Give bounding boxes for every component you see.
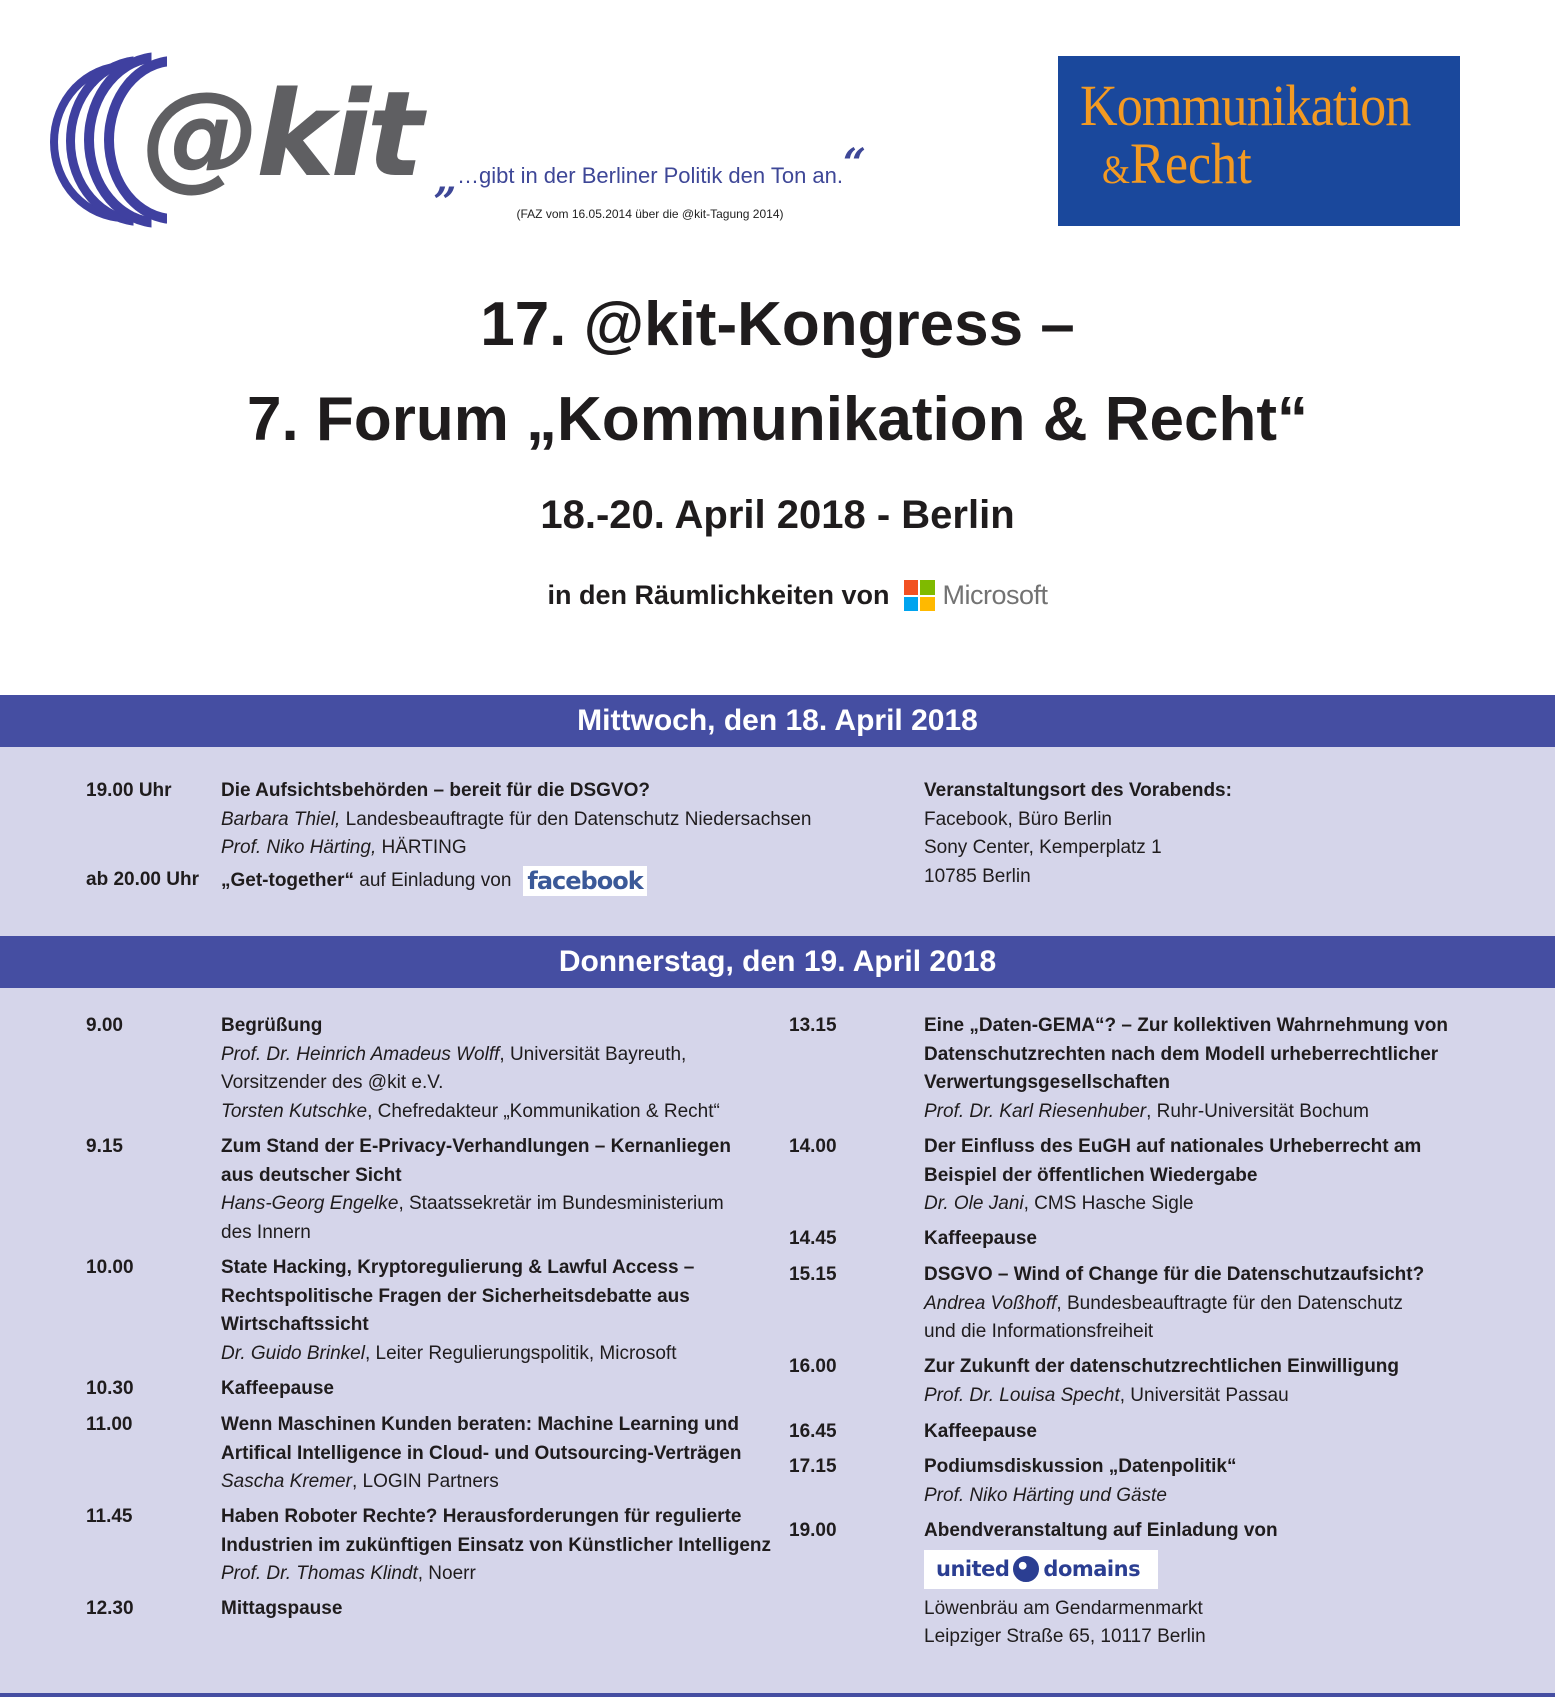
speaker-name: Prof. Niko Härting, [221, 837, 377, 858]
speaker-line [924, 1482, 1544, 1511]
speaker-role: HÄRTING [376, 837, 467, 858]
speaker-role: , Universität Bayreuth, [499, 1043, 687, 1065]
speaker-line [924, 1098, 1544, 1127]
speaker-line [221, 1560, 861, 1589]
schedule-content [221, 1375, 841, 1404]
schedule-time: 11.00 [86, 1414, 133, 1435]
speaker-role: , Chefredakteur „Kommunikation & Recht“ [367, 1100, 720, 1122]
schedule-content [221, 1012, 841, 1126]
kr-logo-word: Recht [1130, 131, 1252, 196]
event-date: 18.-20. April 2018 - Berlin [540, 493, 1015, 537]
session-title: Die Aufsichtsbehörden – bereit für die DSGVO? [221, 780, 650, 801]
schedule-content [221, 777, 841, 863]
session-title: Zum Stand der E-Privacy-Verhandlungen – Kernanliegen [221, 1136, 731, 1157]
speaker-line [221, 806, 841, 835]
schedule-time: 16.45 [789, 1421, 837, 1442]
session-title-bold: „Get-together“ [221, 870, 354, 892]
quote-close-mark: “ [843, 140, 867, 187]
address-line: Löwenbräu am Gendarmenmarkt [924, 1597, 1203, 1619]
evening-venue-line: 10785 Berlin [924, 865, 1031, 887]
schedule-time: 15.15 [789, 1264, 837, 1285]
schedule-time: 14.00 [789, 1136, 837, 1157]
venue-line [0, 580, 1555, 611]
akit-logo [50, 52, 420, 232]
day-heading-wednesday: Mittwoch, den 18. April 2018 [0, 695, 1555, 747]
session-title: Abendveranstaltung auf Einladung von [924, 1520, 1278, 1541]
kr-logo-line2 [1102, 131, 1252, 200]
microsoft-wordmark: Microsoft [942, 580, 1048, 610]
speaker-line [221, 1340, 841, 1369]
schedule-time: 13.15 [789, 1015, 837, 1036]
schedule-time: 10.00 [86, 1257, 134, 1278]
session-title: DSGVO – Wind of Change für die Datenschutzaufsicht? [924, 1264, 1425, 1285]
schedule-content [924, 1453, 1544, 1510]
schedule-content [221, 1133, 841, 1247]
press-quote [415, 140, 885, 221]
page-title-line2: 7. Forum „Kommunikation & Recht“ [247, 385, 1308, 454]
kr-logo-amp: & [1102, 147, 1131, 192]
session-title: Beispiel der öffentlichen Wiedergabe [924, 1164, 1258, 1186]
schedule-content [924, 1225, 1544, 1254]
speaker-line [221, 1190, 841, 1219]
session-title [221, 866, 841, 896]
schedule-content [924, 1261, 1544, 1347]
speaker-role: , Universität Passau [1119, 1384, 1289, 1406]
speaker-name: Barbara Thiel, [221, 808, 341, 830]
speaker-role: , Leiter Regulierungspolitik, Microsoft [364, 1342, 677, 1364]
day-heading-thursday: Donnerstag, den 19. April 2018 [0, 936, 1555, 988]
schedule-content [924, 1418, 1544, 1447]
schedule-content [924, 1012, 1544, 1126]
speaker-role: , LOGIN Partners [351, 1471, 499, 1492]
session-title: Wirtschaftssicht [221, 1314, 369, 1335]
quote-open-mark: „ [433, 156, 457, 203]
evening-venue-line: Sony Center, Kemperplatz 1 [924, 837, 1162, 858]
speaker-line [221, 1098, 841, 1127]
evening-venue-line: Facebook, Büro Berlin [924, 808, 1112, 830]
schedule-time: 16.00 [789, 1356, 837, 1377]
schedule-time: 14.45 [789, 1228, 837, 1249]
kommunikation-recht-logo [1058, 56, 1460, 226]
schedule-time: ab 20.00 Uhr [86, 869, 199, 890]
speaker-role: , Bundesbeauftragte für den Datenschutz [1056, 1292, 1403, 1314]
speaker-name: Prof. Niko Härting und Gäste [924, 1484, 1167, 1506]
schedule-time: 12.30 [86, 1598, 134, 1619]
speaker-line [221, 834, 841, 863]
united-domains-word1: united [936, 1556, 1010, 1581]
session-title: Artifical Intelligence in Cloud- und Outsourcing-Verträgen [221, 1442, 742, 1464]
kr-logo-line1: Kommunikation [1080, 73, 1411, 138]
speaker-line [221, 1069, 841, 1098]
session-title: Kaffeepause [221, 1378, 334, 1399]
quote-source: (FAZ vom 16.05.2014 über die @kit-Tagung 2014) [516, 207, 784, 221]
venue-prefix: in den Räumlichkeiten von [547, 580, 890, 610]
speaker-line [924, 1290, 1544, 1319]
session-title: Eine „Daten-GEMA“? – Zur kollektiven Wahrnehmung von [924, 1015, 1448, 1036]
bottom-divider [0, 1693, 1555, 1697]
speaker-name: Prof. Dr. Karl Riesenhuber [924, 1100, 1147, 1122]
speaker-name: Hans-Georg Engelke [221, 1193, 399, 1214]
united-domains-word2: domains [1043, 1556, 1141, 1581]
session-title: Der Einfluss des EuGH auf nationales Urheberrecht am [924, 1136, 1422, 1157]
speaker-role: Landesbeauftragte für den Datenschutz Niedersachsen [340, 808, 812, 830]
session-title: Wenn Maschinen Kunden beraten: Machine Learning und [221, 1414, 739, 1435]
microsoft-windows-icon [904, 580, 935, 611]
schedule-time: 11.45 [86, 1506, 133, 1527]
schedule-content [221, 1254, 841, 1368]
schedule-time: 9.00 [86, 1015, 123, 1036]
speaker-role: Vorsitzender des @kit e.V. [221, 1072, 444, 1093]
session-title: Verwertungsgesellschaften [924, 1072, 1171, 1093]
speaker-line [221, 1041, 841, 1070]
page-title-line1: 17. @kit-Kongress – [480, 290, 1075, 359]
session-title: aus deutscher Sicht [221, 1164, 402, 1186]
session-title: Mittagspause [221, 1598, 343, 1619]
speaker-line [924, 1190, 1544, 1219]
united-domains-logo [924, 1550, 1158, 1589]
speaker-name: Andrea Voßhoff [924, 1292, 1057, 1314]
speaker-role: des Innern [221, 1221, 311, 1243]
session-title-rest: auf Einladung von [354, 870, 512, 892]
session-title: Begrüßung [221, 1015, 323, 1036]
speaker-name: Prof. Dr. Louisa Specht [924, 1384, 1120, 1406]
speaker-role: , Ruhr-Universität Bochum [1146, 1100, 1369, 1122]
akit-logo-text: @kit [142, 65, 420, 203]
evening-venue [924, 777, 1484, 891]
speaker-role: , Staatssekretär im Bundesministerium [398, 1193, 724, 1214]
speaker-line [924, 1382, 1544, 1411]
schedule-time: 19.00 Uhr [86, 780, 172, 801]
speaker-name: Sascha Kremer [221, 1471, 352, 1492]
speaker-role: , CMS Hasche Sigle [1023, 1193, 1194, 1214]
session-title: Rechtspolitische Fragen der Sicherheitsdebatte aus [221, 1285, 690, 1307]
session-title: Haben Roboter Rechte? Herausforderungen für regulierte [221, 1506, 742, 1527]
speaker-name: Prof. Dr. Thomas Klindt [221, 1563, 418, 1584]
session-title: Zur Zukunft der datenschutzrechtlichen Einwilligung [924, 1356, 1400, 1377]
schedule-content [221, 866, 841, 896]
speaker-name: Dr. Ole Jani [924, 1193, 1024, 1214]
schedule-time: 9.15 [86, 1136, 123, 1157]
session-title: Kaffeepause [924, 1421, 1037, 1442]
speaker-line [221, 1219, 841, 1248]
speaker-name: Torsten Kutschke [221, 1100, 368, 1122]
speaker-line [924, 1318, 1544, 1347]
speaker-name: Prof. Dr. Heinrich Amadeus Wolff [221, 1043, 500, 1065]
session-title: Datenschutzrechten nach dem Modell urheberrechtlicher [924, 1043, 1439, 1065]
schedule-content [924, 1353, 1544, 1410]
schedule-time: 17.15 [789, 1456, 837, 1477]
session-title: State Hacking, Kryptoregulierung & Lawful Access – [221, 1257, 695, 1278]
schedule-time: 19.00 [789, 1520, 837, 1541]
session-title: Kaffeepause [924, 1228, 1037, 1249]
quote-body: …gibt in der Berliner Politik den Ton an. [456, 163, 844, 188]
schedule-content [221, 1503, 861, 1589]
facebook-logo: facebook [523, 866, 646, 896]
evening-venue-heading: Veranstaltungsort des Vorabends: [924, 780, 1232, 801]
day-section-wednesday [0, 747, 1555, 936]
quote-text [415, 140, 885, 203]
schedule-content [924, 1133, 1544, 1219]
speaker-role: und die Informationsfreiheit [924, 1321, 1154, 1342]
speaker-name: Dr. Guido Brinkel [221, 1342, 365, 1364]
schedule-content [924, 1517, 1544, 1652]
schedule-content [221, 1411, 841, 1497]
speaker-line [221, 1468, 841, 1497]
schedule-content [221, 1595, 841, 1624]
globe-icon [1013, 1556, 1039, 1582]
session-title: Podiumsdiskussion „Datenpolitik“ [924, 1456, 1237, 1477]
microsoft-logo [904, 580, 1048, 611]
day-section-thursday [0, 988, 1555, 1693]
schedule-time: 10.30 [86, 1378, 134, 1399]
speaker-role: , Noerr [417, 1563, 476, 1584]
session-title: Industrien im zukünftigen Einsatz von Künstlicher Intelligenz [221, 1534, 771, 1556]
address-line: Leipziger Straße 65, 10117 Berlin [924, 1626, 1206, 1647]
